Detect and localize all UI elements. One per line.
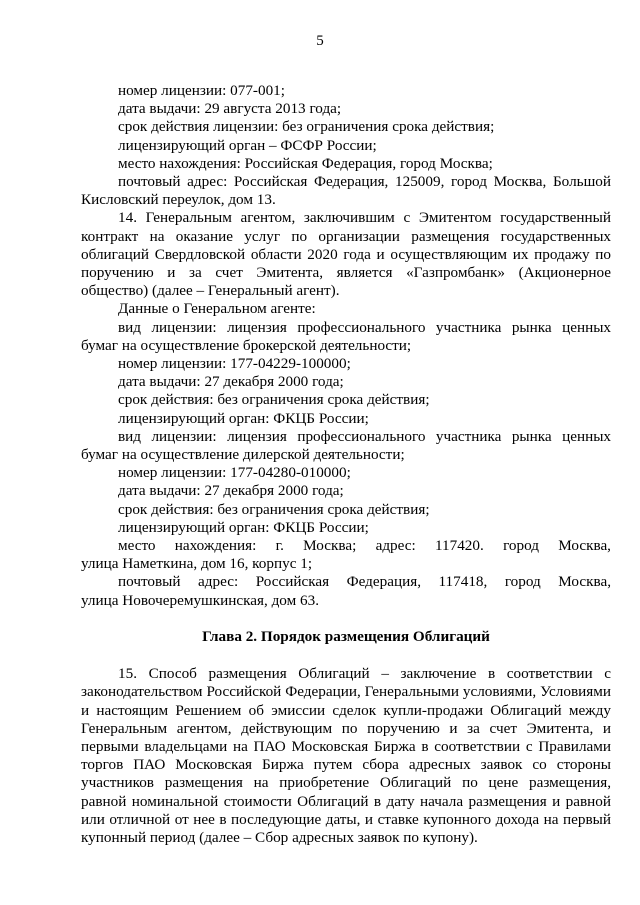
word: город xyxy=(504,573,541,591)
paragraph-14: 14. Генеральным агентом, заключившим с Эмитентом государственный контракт на оказание услуг по организации размещения государственных облигаций Свердловской области 2020 года и осуществляющим их продажу по поручению и за счет Эмитента, является «Газпромбанк» (Акционерное общество) (далее – Генеральный агент). xyxy=(81,209,611,300)
broker-license-type: вид лицензии: лицензия профессионального участника рынка ценных бумаг на осуществление брокерской деятельности; xyxy=(81,318,611,354)
paragraph-15: 15. Способ размещения Облигаций – заключение в соответствии с законодательством Российской Федерации, Генеральными условиями, Условиями и настоящим Решением об эмиссии сделок купли-продажи Облигаций между Генеральным агентом, действующим по поручению и за счет Эмитента, и первыми владельцами на ПАО Московская Биржа в соответствии с Правилами торгов ПАО Московская Биржа путем сбора адресных заявок со стороны участников размещения на приобретение Облигаций по цене размещения, равной номинальной стоимости Облигаций в дату начала размещения и равной или отличной от нее в последующие даты, и ставке купонного дохода на первый купонный период (далее – Сбор адресных заявок по купону). xyxy=(81,665,611,846)
word: почтовый xyxy=(118,573,181,591)
broker-authority: лицензирующий орган: ФКЦБ России; xyxy=(118,409,369,427)
dealer-license-number: номер лицензии: 177-04280-010000; xyxy=(118,464,351,482)
agent-postal-line xyxy=(81,573,611,591)
word: Москва; xyxy=(303,537,357,555)
location-line: место нахождения: Российская Федерация, город Москва; xyxy=(118,154,493,172)
dealer-authority: лицензирующий орган: ФКЦБ России; xyxy=(118,518,369,536)
word: нахождения: xyxy=(174,537,257,555)
broker-issue-date: дата выдачи: 27 декабря 2000 года; xyxy=(118,373,344,391)
agent-postal-continuation: улица Новочеремушкинская, дом 63. xyxy=(81,591,320,609)
word: Москва, xyxy=(558,537,611,555)
word: Федерация, xyxy=(346,573,421,591)
broker-license-number: номер лицензии: 177-04229-100000; xyxy=(118,355,351,373)
word: город xyxy=(503,537,539,555)
issue-date-line: дата выдачи: 29 августа 2013 года; xyxy=(118,100,342,118)
postal-address-paragraph: почтовый адрес: Российская Федерация, 125009, город Москва, Большой Кисловский переулок, дом 13. xyxy=(81,173,611,209)
dealer-issue-date: дата выдачи: 27 декабря 2000 года; xyxy=(118,482,344,500)
validity-line: срок действия лицензии: без ограничения срока действия; xyxy=(118,118,495,136)
word: адрес: xyxy=(375,537,416,555)
word: 117420. xyxy=(435,537,484,555)
word: место xyxy=(118,537,156,555)
document-body xyxy=(81,82,611,847)
word: Российская xyxy=(255,573,330,591)
broker-validity: срок действия: без ограничения срока действия; xyxy=(118,391,430,409)
word: Москва, xyxy=(558,573,611,591)
agent-location-line xyxy=(81,537,611,555)
word: 117418, xyxy=(438,573,488,591)
word: адрес: xyxy=(198,573,239,591)
license-number-line: номер лицензии: 077-001; xyxy=(118,82,285,99)
agent-location-continuation: улица Наметкина, дом 16, корпус 1; xyxy=(81,555,313,573)
chapter-title: Глава 2. Порядок размещения Облигаций xyxy=(202,627,490,645)
dealer-validity: срок действия: без ограничения срока действия; xyxy=(118,500,430,518)
agent-data-header: Данные о Генеральном агенте: xyxy=(118,300,316,318)
word: г. xyxy=(275,537,284,555)
dealer-license-type: вид лицензии: лицензия профессионального участника рынка ценных бумаг на осуществление дилерской деятельности; xyxy=(81,427,611,464)
licensing-authority-line: лицензирующий орган – ФСФР России; xyxy=(118,136,377,154)
page-number: 5 xyxy=(316,33,324,49)
